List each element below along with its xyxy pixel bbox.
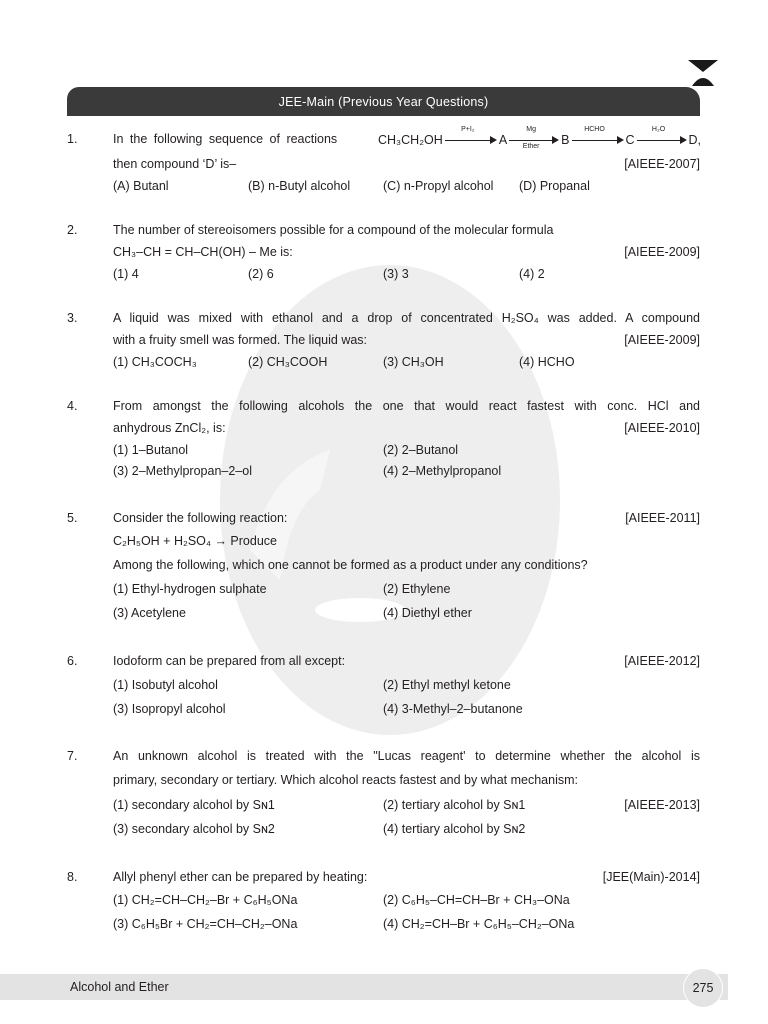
reagent-label: H₂O xyxy=(651,126,666,133)
option: (1) 4 xyxy=(113,267,139,281)
option: (3) C₆H₅Br + CH₂=CH–CH₂–ONa xyxy=(113,917,298,931)
question-number: 7. xyxy=(67,749,78,763)
option: (4) CH₂=CH–Br + C₆H₅–CH₂–ONa xyxy=(383,917,575,931)
question-number: 1. xyxy=(67,132,78,146)
question-number: 6. xyxy=(67,654,78,668)
option: (1) Isobutyl alcohol xyxy=(113,678,218,692)
question-text: An unknown alcohol is treated with the "Lucas reagent' to determine whether the alcohol is xyxy=(113,749,700,763)
question-text: In the following sequence of reactions xyxy=(113,132,338,146)
exam-tag: [AIEEE-2009] xyxy=(624,245,700,259)
question-text: A liquid was mixed with ethanol and a drop of concentrated H₂SO₄ was added. A compound xyxy=(113,311,700,325)
reaction-product: B xyxy=(561,133,570,147)
option: (4) Diethyl ether xyxy=(383,606,472,620)
reagent-label: Ether xyxy=(522,143,540,150)
section-header-bar xyxy=(67,87,700,116)
reaction-equation: C₂H₅OH + H₂SO₄ → Produce xyxy=(113,534,277,548)
question-text: anhydrous ZnCl₂, is: xyxy=(113,421,226,435)
exam-tag: [AIEEE-2009] xyxy=(624,333,700,347)
option: (2) Ethyl methyl ketone xyxy=(383,678,511,692)
question-text: Iodoform can be prepared from all except: xyxy=(113,654,346,668)
brand-logo-icon xyxy=(688,60,718,86)
reaction-arrow xyxy=(637,126,687,146)
question-text: then compound ‘D’ is– xyxy=(113,157,237,171)
option: (3) CH₃OH xyxy=(383,355,444,369)
page-footer xyxy=(0,974,728,1000)
question-text: From amongst the following alcohols the one that would react fastest with conc. HCl and xyxy=(113,399,700,413)
option: (4) 2 xyxy=(519,267,545,281)
option: (3) 3 xyxy=(383,267,409,281)
option: (2) C₆H₅–CH=CH–Br + CH₃–ONa xyxy=(383,893,570,907)
option: (3) 2–Methylpropan–2–ol xyxy=(113,464,252,478)
reagent-label: P+I₂ xyxy=(461,126,475,133)
option: (4) tertiary alcohol by Sɴ2 xyxy=(383,822,526,836)
reagent-label: Mg xyxy=(526,126,537,133)
option: (3) Acetylene xyxy=(113,606,186,620)
exam-tag: [AIEEE-2010] xyxy=(624,421,700,435)
question-text: Among the following, which one cannot be formed as a product under any conditions? xyxy=(113,558,588,572)
option: (1) CH₃COCH₃ xyxy=(113,355,197,369)
option: (3) secondary alcohol by Sɴ2 xyxy=(113,822,275,836)
option: (B) n-Butyl alcohol xyxy=(248,179,351,193)
question-number: 2. xyxy=(67,223,78,237)
option: (4) 3-Methyl–2–butanone xyxy=(383,702,523,716)
option: (2) 6 xyxy=(248,267,274,281)
exam-tag: [AIEEE-2007] xyxy=(624,157,700,171)
reaction-product: D, xyxy=(688,133,702,147)
reaction-sequence xyxy=(378,128,701,152)
reaction-arrow xyxy=(572,126,624,146)
question-text: Allyl phenyl ether can be prepared by heating: xyxy=(113,870,368,884)
section-title: JEE-Main (Previous Year Questions) xyxy=(278,94,489,109)
reaction-product: C xyxy=(625,133,635,147)
reaction-arrow xyxy=(445,126,497,146)
option: (2) Ethylene xyxy=(383,582,451,596)
question-text: CH₃–CH = CH–CH(OH) – Me is: xyxy=(113,245,293,259)
chapter-title: Alcohol and Ether xyxy=(70,980,169,994)
question-text: Consider the following reaction: xyxy=(113,511,288,525)
exam-tag: [JEE(Main)-2014] xyxy=(602,870,700,884)
option: (1) CH₂=CH–CH₂–Br + C₆H₅ONa xyxy=(113,893,298,907)
option: (2) CH₃COOH xyxy=(248,355,328,369)
option: (1) Ethyl-hydrogen sulphate xyxy=(113,582,267,596)
option: (2) tertiary alcohol by Sɴ1 xyxy=(383,798,526,812)
reaction-product: A xyxy=(498,133,508,147)
question-text: The number of stereoisomers possible for a compound of the molecular formula xyxy=(113,223,554,237)
option: (2) 2–Butanol xyxy=(383,443,459,457)
question-text: with a fruity smell was formed. The liquid was: xyxy=(113,333,368,347)
page-number: 275 xyxy=(683,968,723,1008)
option: (D) Propanal xyxy=(519,179,590,193)
option: (A) Butanl xyxy=(113,179,169,193)
exam-tag: [AIEEE-2013] xyxy=(624,798,700,812)
option: (C) n-Propyl alcohol xyxy=(383,179,494,193)
question-number: 3. xyxy=(67,311,78,325)
exam-tag: [AIEEE-2011] xyxy=(625,511,700,525)
question-number: 8. xyxy=(67,870,78,884)
reagent-label: HCHO xyxy=(584,126,605,133)
question-number: 4. xyxy=(67,399,78,413)
option: (3) Isopropyl alcohol xyxy=(113,702,226,716)
question-number: 5. xyxy=(67,511,78,525)
option: (4) 2–Methylpropanol xyxy=(383,464,502,478)
exam-tag: [AIEEE-2012] xyxy=(624,654,700,668)
option: (4) HCHO xyxy=(519,355,575,369)
option: (1) secondary alcohol by Sɴ1 xyxy=(113,798,275,812)
option: (1) 1–Butanol xyxy=(113,443,189,457)
question-text: primary, secondary or tertiary. Which alcohol reacts fastest and by what mechanism: xyxy=(113,773,578,787)
reaction-start: CH₃CH₂OH xyxy=(378,133,443,147)
reaction-arrow xyxy=(509,126,559,150)
